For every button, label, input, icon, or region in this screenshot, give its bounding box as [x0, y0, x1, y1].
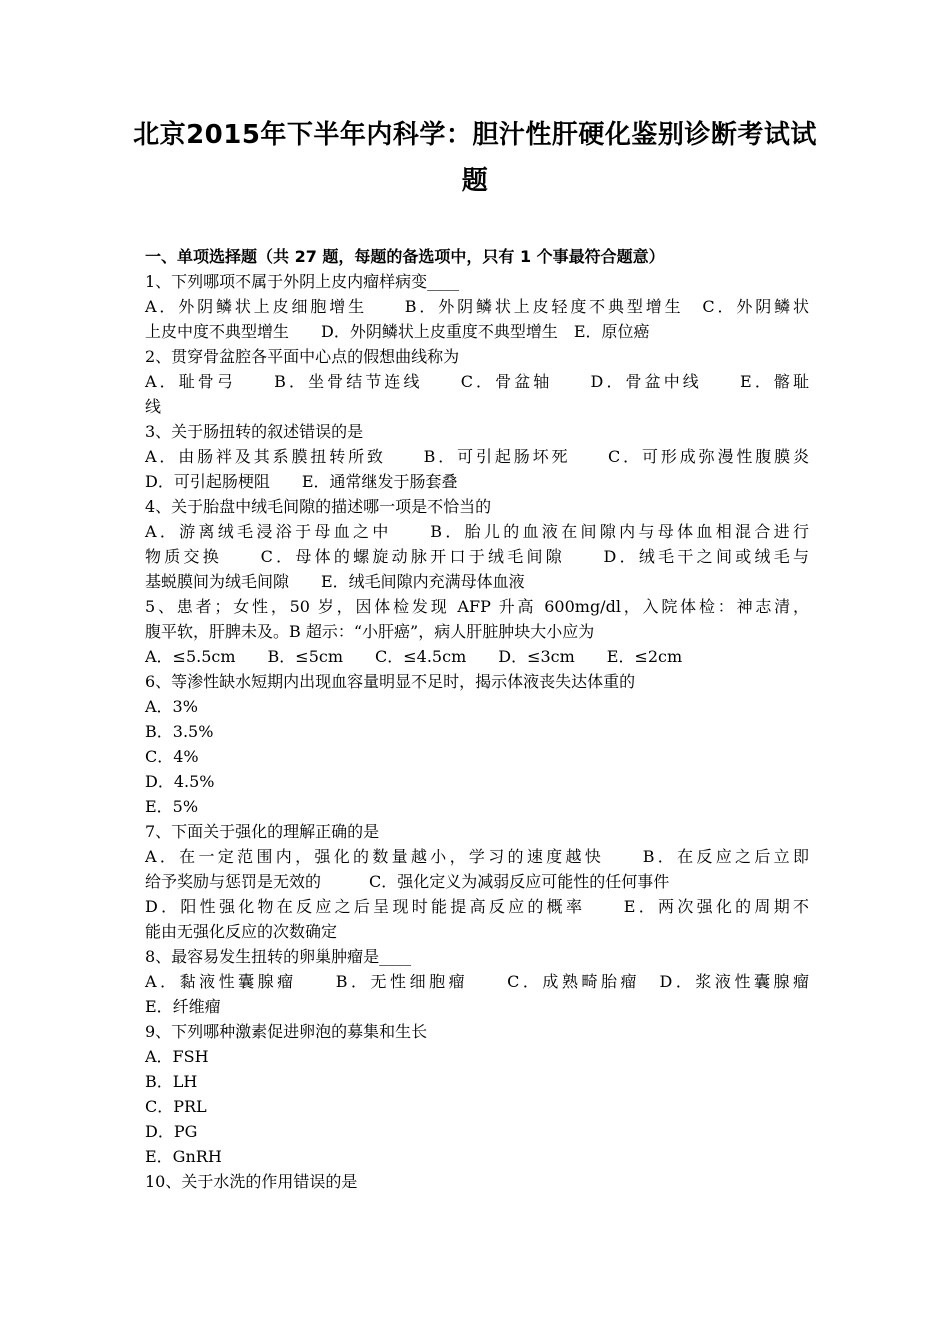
question-9-stem: 9、下列哪种激素促进卵泡的募集和生长	[145, 1022, 428, 1041]
question-2-options-line-1: A．耻骨弓 B．坐骨结节连线 C．骨盆轴 D．骨盆中线 E．髂耻	[145, 372, 809, 391]
question-6-option-b: B．3.5%	[145, 722, 214, 741]
question-5-options: A．≤5.5cm B．≤5cm C．≤4.5cm D．≤3cm E．≤2cm	[145, 647, 683, 666]
question-4-options-line-2: 物质交换 C．母体的螺旋动脉开口于绒毛间隙 D．绒毛干之间或绒毛与	[145, 547, 809, 566]
question-1-stem: 1、下列哪项不属于外阴上皮内瘤样病变____	[145, 272, 460, 291]
question-4-options-line-1: A．游离绒毛浸浴于母血之中 B．胎儿的血液在间隙内与母体血相混合进行	[145, 522, 809, 541]
question-8-options-line-2: E．纤维瘤	[145, 997, 221, 1016]
question-4-stem: 4、关于胎盘中绒毛间隙的描述哪一项是不恰当的	[145, 497, 492, 516]
title-line-1: 北京2015年下半年内科学：胆汁性肝硬化鉴别诊断考试试	[133, 120, 817, 150]
question-3-options-line-1: A．由肠袢及其系膜扭转所致 B．可引起肠坏死 C．可形成弥漫性腹膜炎	[145, 447, 809, 466]
question-7-options-line-1: A．在一定范围内，强化的数量越小，学习的速度越快 B．在反应之后立即	[145, 847, 809, 866]
question-5-stem-line-2: 腹平软，肝脾未及。B 超示：“小肝癌”，病人肝脏肿块大小应为	[145, 622, 595, 641]
question-9-option-c: C．PRL	[145, 1097, 207, 1116]
question-6-option-d: D．4.5%	[145, 772, 215, 791]
question-9-option-a: A．FSH	[145, 1047, 209, 1066]
question-10-stem: 10、关于水洗的作用错误的是	[145, 1172, 358, 1191]
question-7-options-line-4: 能由无强化反应的次数确定	[145, 922, 338, 941]
question-4-options-line-3: 基蜕膜间为绒毛间隙 E．绒毛间隙内充满母体血液	[145, 572, 525, 591]
question-6-option-c: C．4%	[145, 747, 199, 766]
question-2-options-line-2: 线	[145, 397, 162, 416]
question-9-option-d: D．PG	[145, 1122, 198, 1141]
section-heading: 一、单项选择题（共 27 题，每题的备选项中，只有 1 个事最符合题意）	[145, 247, 665, 266]
question-1-options-line-2: 上皮中度不典型增生 D．外阴鳞状上皮重度不典型增生 E．原位癌	[145, 322, 650, 341]
document-body	[145, 244, 809, 1194]
question-1-options-line-1: A．外阴鳞状上皮细胞增生 B．外阴鳞状上皮轻度不典型增生 C．外阴鳞状	[145, 297, 809, 316]
question-7-stem: 7、下面关于强化的理解正确的是	[145, 822, 380, 841]
question-6-option-a: A．3%	[145, 697, 198, 716]
question-8-options-line-1: A．黏液性囊腺瘤 B．无性细胞瘤 C．成熟畸胎瘤 D．浆液性囊腺瘤	[145, 972, 809, 991]
question-7-options-line-3: D．阳性强化物在反应之后呈现时能提高反应的概率 E．两次强化的周期不	[145, 897, 809, 916]
question-2-stem: 2、贯穿骨盆腔各平面中心点的假想曲线称为	[145, 347, 460, 366]
question-3-options-line-2: D．可引起肠梗阻 E．通常继发于肠套叠	[145, 472, 458, 491]
document-title	[130, 112, 820, 204]
question-5-stem-line-1: 5、患者；女性，50 岁，因体检发现 AFP 升高 600mg/dl，入院体检：神志清，	[145, 597, 809, 616]
title-line-2: 题	[461, 166, 489, 196]
question-6-option-e: E．5%	[145, 797, 199, 816]
question-9-option-b: B．LH	[145, 1072, 198, 1091]
question-6-stem: 6、等渗性缺水短期内出现血容量明显不足时，揭示体液丧失达体重的	[145, 672, 636, 691]
question-9-option-e: E．GnRH	[145, 1147, 222, 1166]
question-8-stem: 8、最容易发生扭转的卵巢肿瘤是____	[145, 947, 412, 966]
question-7-options-line-2: 给予奖励与惩罚是无效的 C．强化定义为减弱反应可能性的任何事件	[145, 872, 670, 891]
question-3-stem: 3、关于肠扭转的叙述错误的是	[145, 422, 364, 441]
